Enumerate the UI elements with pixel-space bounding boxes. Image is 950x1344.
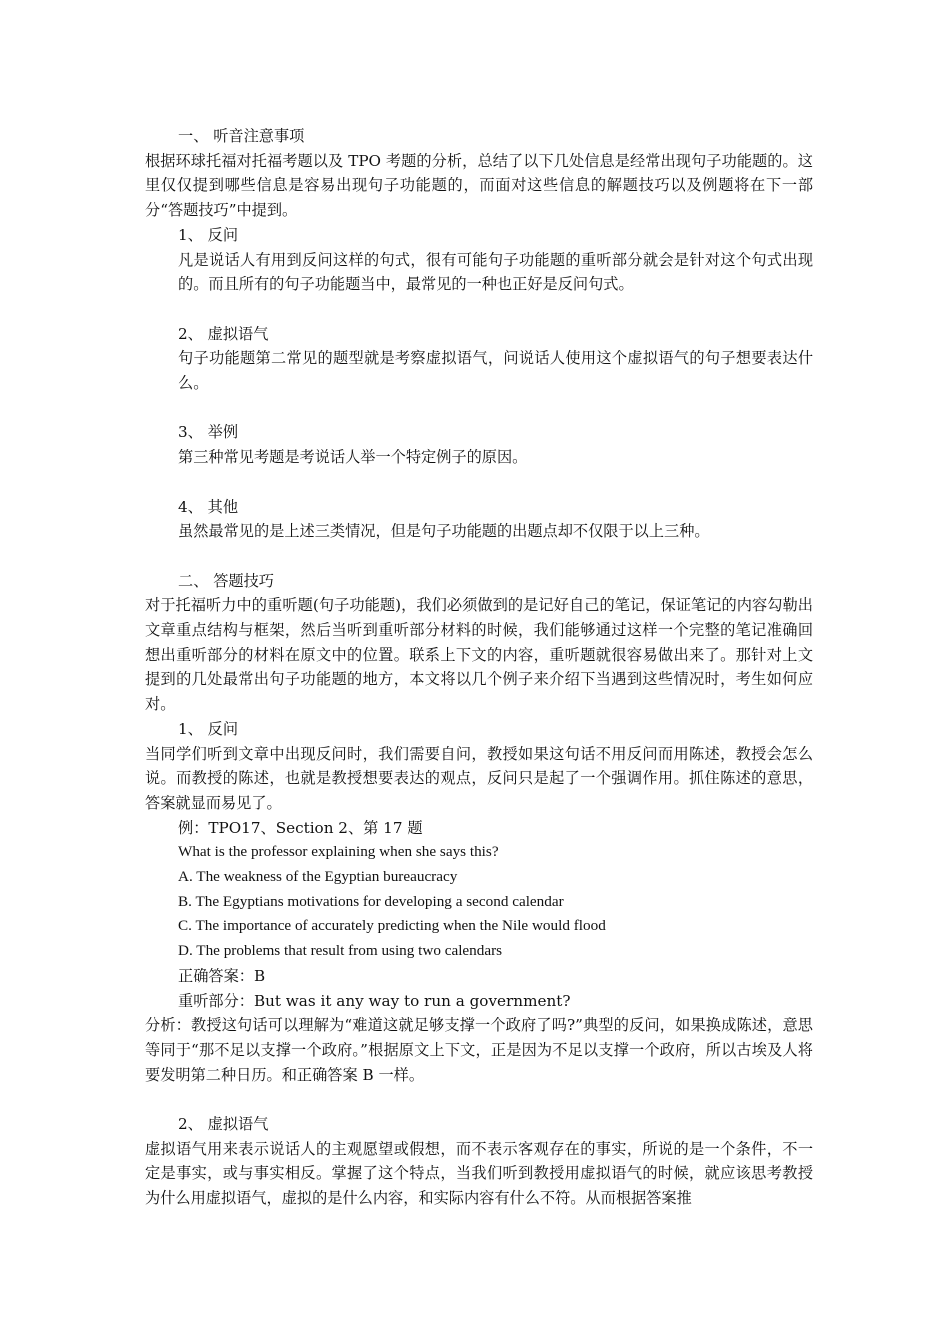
section-2-intro: 对于托福听力中的重听题(句子功能题)，我们必须做到的是记好自己的笔记，保证笔记的内容勾勒出文章重点结构与框架，然后当听到重听部分材料的时候，我们能够通过这样一个完整的笔记准确回想出重听部分的材料在原文中的位置。联系上下文的内容，重听题就很容易做出来了。那针对上文提到的几处最常出句子功能题的地方，本文将以几个例子来介绍下当遇到这些情况时，考生如何应对。: [145, 596, 813, 714]
document-page: [145, 124, 813, 1211]
item-2-text: 句子功能题第二常见的题型就是考察虚拟语气，问说话人使用这个虚拟语气的句子想要表达什么。: [178, 349, 813, 393]
section-1-intro: 根据环球托福对托福考题以及 TPO 考题的分析，总结了以下几处信息是经常出现句子功能题的。这里仅仅提到哪些信息是容易出现句子功能题的，而面对这些信息的解题技巧以及例题将在下一部分“答题技巧”中提到。: [145, 151, 813, 220]
option-a: A. The weakness of the Egyptian bureaucracy: [178, 868, 458, 886]
item-2-title: 2、 虚拟语气: [178, 324, 269, 343]
section-2-heading: 二、 答题技巧: [178, 571, 274, 590]
spacer: [145, 396, 813, 421]
spacer: [145, 544, 813, 569]
item-3-title: 3、 举例: [178, 423, 239, 442]
item-4-title: 4、 其他: [178, 497, 239, 516]
item-4-text: 虽然最常见的是上述三类情况，但是句子功能题的出题点却不仅限于以上三种。: [178, 522, 710, 541]
spacer: [145, 1087, 813, 1112]
technique-1-text: 当同学们听到文章中出现反问时，我们需要自问，教授如果这句话不用反问而用陈述，教授会怎么说。而教授的陈述，也就是教授想要表达的观点，反问只是起了一个强调作用。抓住陈述的意思，答案就显而易见了。: [145, 744, 813, 812]
correct-answer: 正确答案：B: [178, 966, 266, 985]
section-1-heading: 一、 听音注意事项: [178, 127, 305, 145]
technique-1-title: 1、 反问: [178, 719, 239, 738]
option-d: D. The problems that result from using two calendars: [178, 942, 503, 960]
item-1-text: 凡是说话人有用到反问这样的句式，很有可能句子功能题的重听部分就会是针对这个句式出现的。而且所有的句子功能题当中，最常见的一种也正好是反问句式。: [178, 250, 813, 294]
option-b: B. The Egyptians motivations for developing a second calendar: [178, 892, 564, 910]
item-1-title: 1、 反问: [178, 225, 239, 244]
option-c: C. The importance of accurately predicting when the Nile would flood: [178, 917, 606, 935]
example-question: What is the professor explaining when she says this?: [178, 843, 499, 861]
item-3-text: 第三种常见考题是考说话人举一个特定例子的原因。: [178, 448, 528, 467]
spacer: [145, 470, 813, 495]
analysis: 分析：教授这句话可以理解为“难道这就足够支撑一个政府了吗?”典型的反问，如果换成陈述，意思等同于“那不足以支撑一个政府。”根据原文上下文，正是因为不足以支撑一个政府，所以古埃及人将要发明第二种日历。和正确答案 B 一样。: [145, 1016, 813, 1084]
replay-part: 重听部分：But was it any way to run a government?: [178, 991, 571, 1010]
spacer: [145, 297, 813, 322]
technique-2-text: 虚拟语气用来表示说话人的主观愿望或假想，而不表示客观存在的事实，所说的是一个条件，不一定是事实，或与事实相反。掌握了这个特点，当我们听到教授用虚拟语气的时候，就应该思考教授为什么用虚拟语气，虚拟的是什么内容，和实际内容有什么不符。从而根据答案推: [145, 1139, 813, 1208]
example-label: 例：TPO17、Section 2、第 17 题: [178, 818, 423, 837]
technique-2-title: 2、 虚拟语气: [178, 1115, 269, 1134]
